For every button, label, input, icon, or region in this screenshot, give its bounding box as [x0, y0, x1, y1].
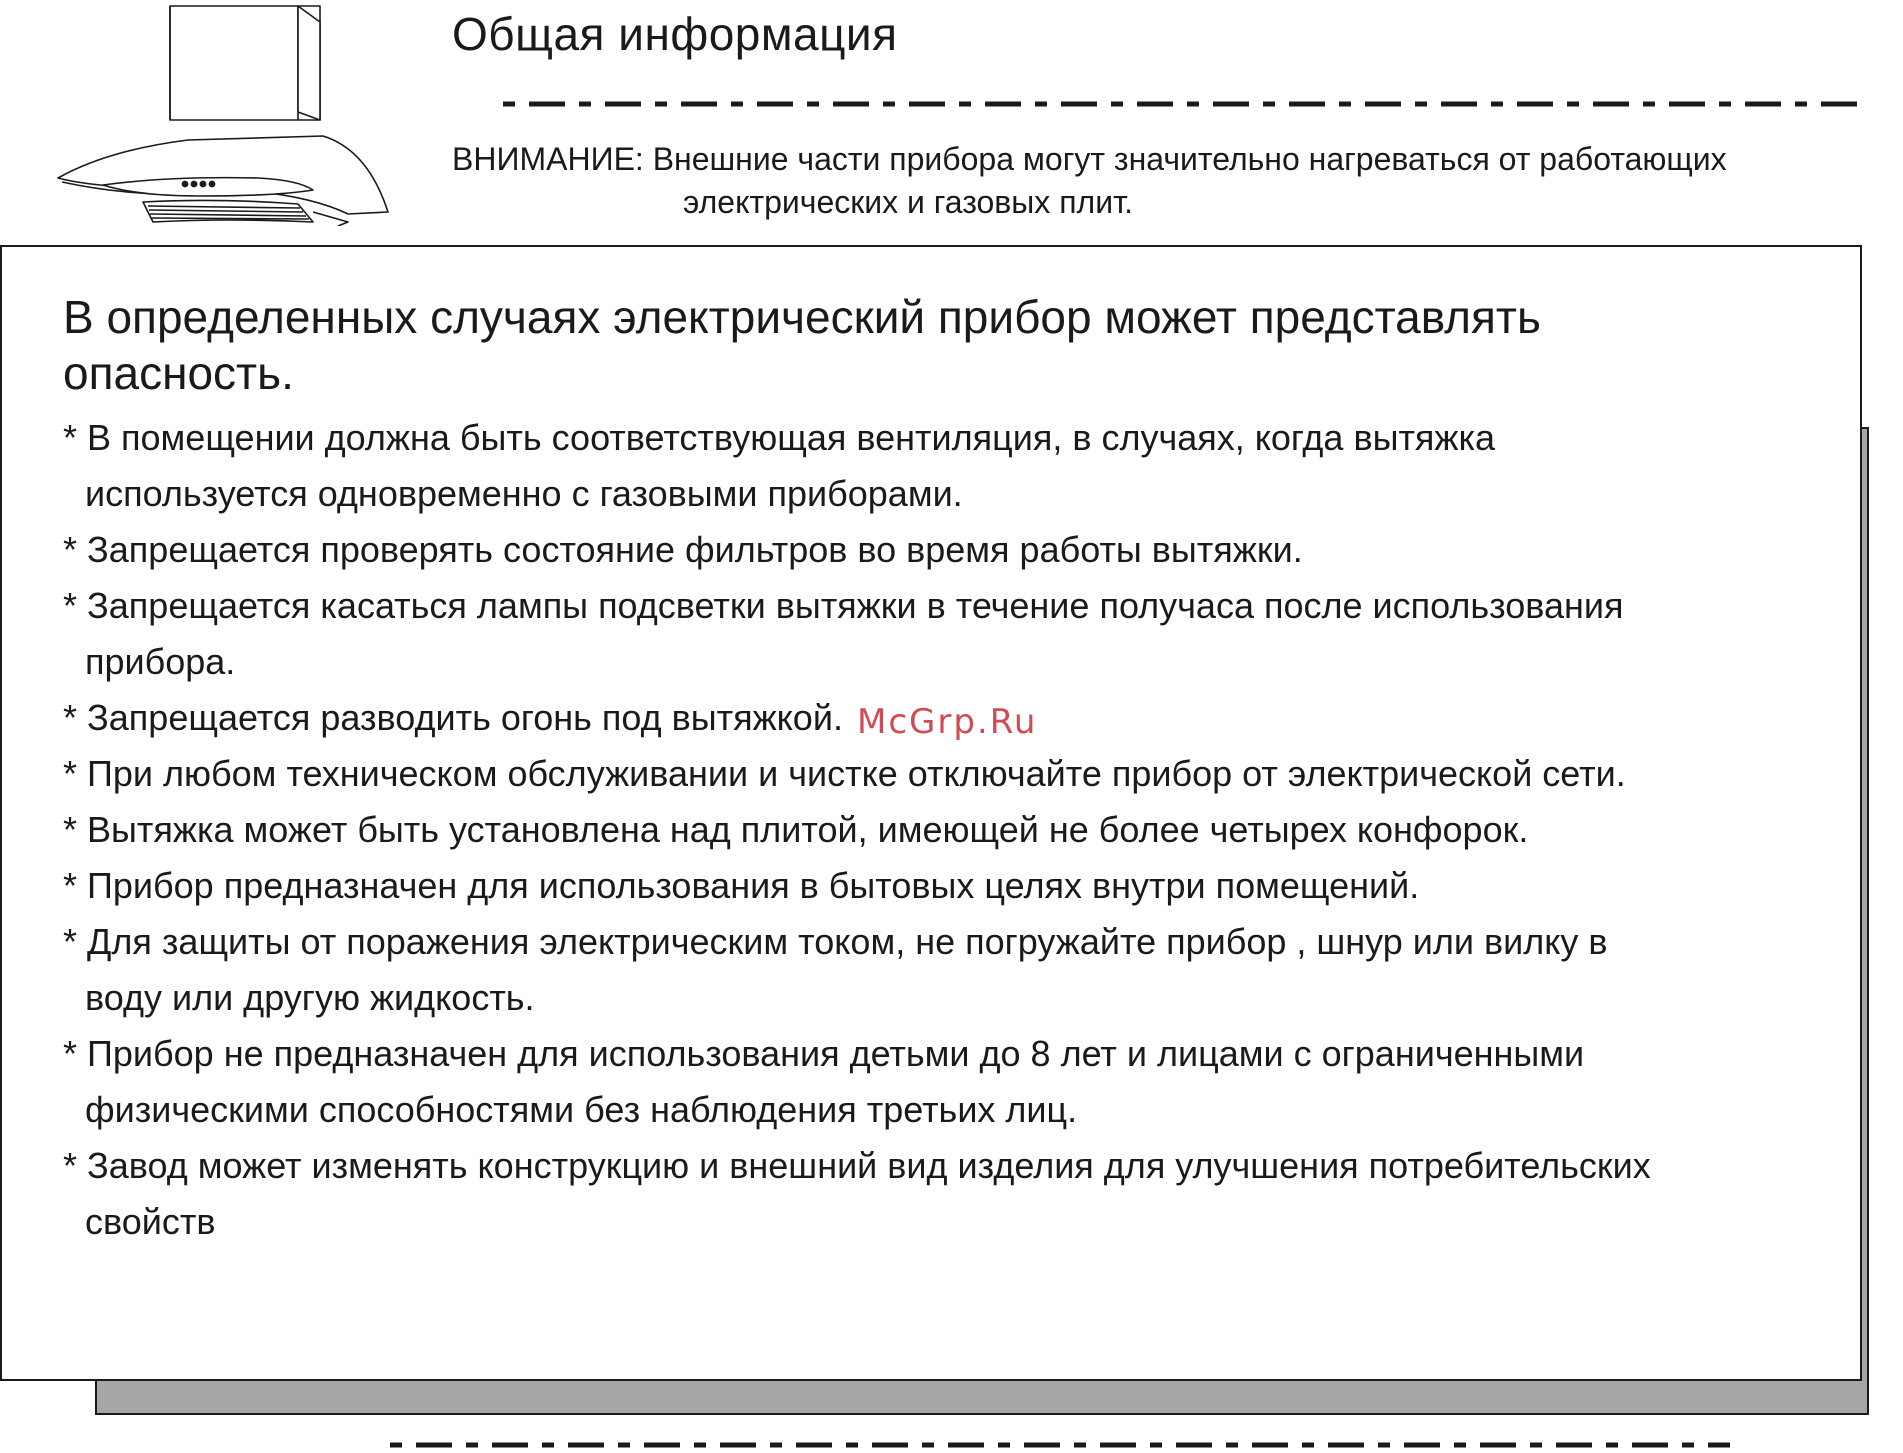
- warning-text-continuation: электрических и газовых плит.: [683, 184, 1134, 220]
- page-title: Общая информация: [452, 8, 898, 60]
- rule-text: Завод может изменять конструкцию и внешний вид изделия для улучшения потребительских: [87, 1145, 1651, 1186]
- dashed-divider-top: [503, 101, 1868, 107]
- bullet-asterisk: *: [63, 417, 78, 458]
- bullet-asterisk: *: [63, 809, 78, 850]
- watermark-text: McGrp.Ru: [857, 702, 1038, 742]
- rule-text: Прибор предназначен для использования в бытовых целях внутри помещений.: [87, 865, 1420, 906]
- list-item: [63, 1026, 1853, 1138]
- safety-rules-list: [63, 410, 1853, 1250]
- dashed-divider-bottom: [390, 1442, 1730, 1448]
- rule-text: Запрещается проверять состояние фильтров во время работы вытяжки.: [87, 529, 1303, 570]
- list-item: [63, 1138, 1853, 1250]
- list-item: [63, 410, 1853, 522]
- range-hood-icon: [48, 0, 392, 226]
- rule-text-continuation: прибора.: [85, 641, 236, 682]
- bullet-asterisk: *: [63, 921, 78, 962]
- rule-text-continuation: физическими способностями без наблюдения третьих лиц.: [85, 1089, 1078, 1130]
- rule-text: Запрещается разводить огонь под вытяжкой.: [87, 697, 843, 738]
- list-item: [63, 858, 1853, 914]
- rule-text-continuation: свойств: [85, 1201, 216, 1242]
- panel-heading-line: В определенных случаях электрический прибор может представлять: [63, 291, 1541, 343]
- rule-text: Для защиты от поражения электрическим током, не погружайте прибор , шнур или вилку в: [87, 921, 1608, 962]
- list-item: [63, 802, 1853, 858]
- list-item: [63, 522, 1853, 578]
- bullet-asterisk: *: [63, 1145, 78, 1186]
- bullet-asterisk: *: [63, 529, 78, 570]
- list-item: [63, 746, 1853, 802]
- rule-text-continuation: используется одновременно с газовыми приборами.: [85, 473, 963, 514]
- rule-text: Вытяжка может быть установлена над плитой, имеющей не более четырех конфорок.: [87, 809, 1529, 850]
- rule-text: В помещении должна быть соответствующая вентиляция, в случаях, когда вытяжка: [87, 417, 1496, 458]
- rule-text: Запрещается касаться лампы подсветки вытяжки в течение получаса после использования: [87, 585, 1624, 626]
- rule-text: Прибор не предназначен для использования детьми до 8 лет и лицами с ограниченными: [87, 1033, 1585, 1074]
- warning-text: Внешние части прибора могут значительно нагреваться от работающих: [652, 141, 1727, 177]
- list-item: [63, 578, 1853, 690]
- bullet-asterisk: *: [63, 865, 78, 906]
- bullet-asterisk: *: [63, 1033, 78, 1074]
- bullet-asterisk: *: [63, 697, 78, 738]
- rule-text-continuation: воду или другую жидкость.: [85, 977, 535, 1018]
- panel-heading: [63, 289, 1763, 401]
- safety-panel: [0, 245, 1862, 1381]
- rule-text: При любом техническом обслуживании и чистке отключайте прибор от электрической сети.: [87, 753, 1626, 794]
- warning-note: [452, 138, 1902, 224]
- warning-label: ВНИМАНИЕ:: [452, 141, 644, 177]
- bullet-asterisk: *: [63, 753, 78, 794]
- list-item: [63, 914, 1853, 1026]
- panel-heading-line: опасность.: [63, 347, 294, 399]
- bullet-asterisk: *: [63, 585, 78, 626]
